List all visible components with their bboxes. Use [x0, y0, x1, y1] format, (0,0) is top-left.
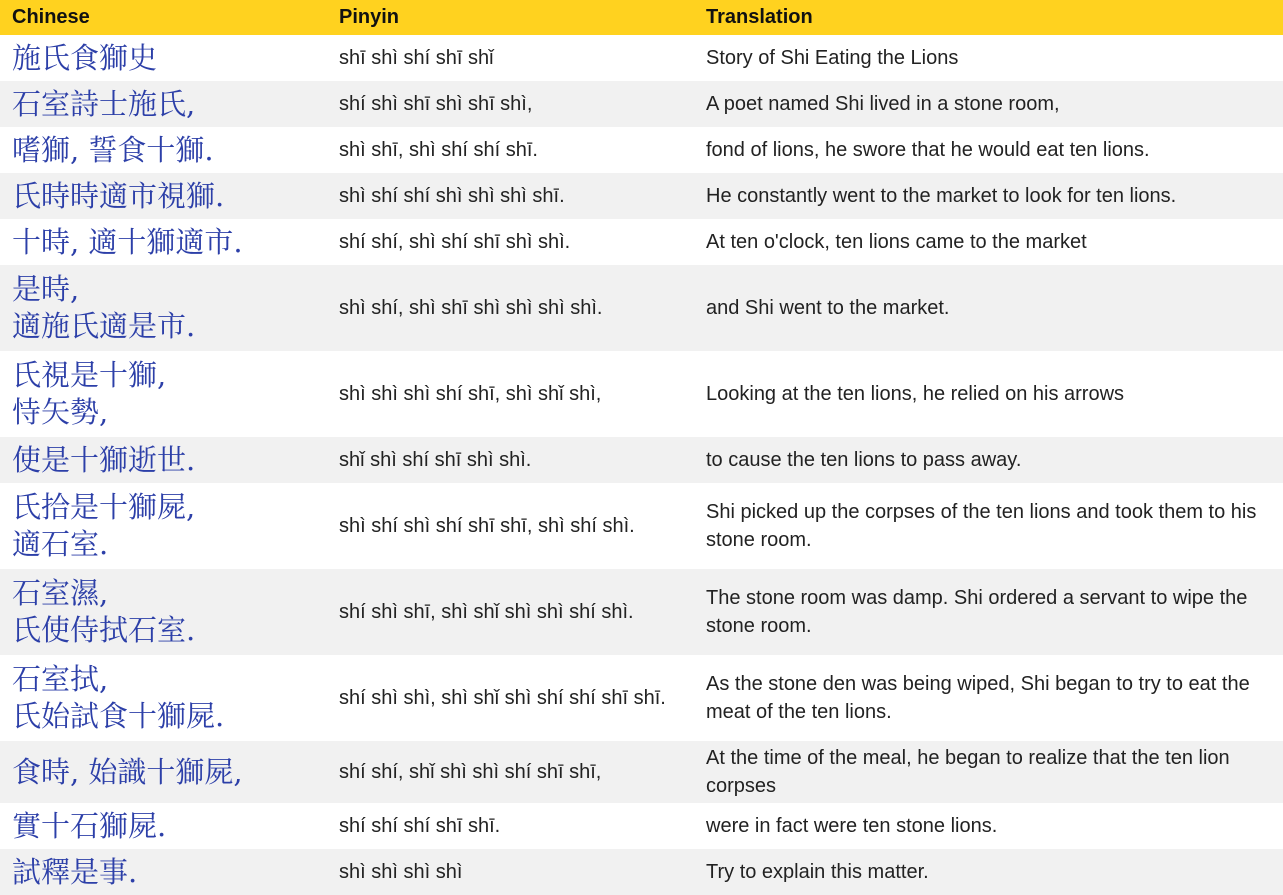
chinese-cell: 氏拾是十獅屍, 適石室. — [12, 490, 196, 561]
chinese-cell: 施氏食獅史 — [12, 40, 158, 75]
chinese-cell: 石室詩士施氏, — [12, 86, 196, 121]
translation-cell: Try to explain this matter. — [706, 861, 929, 883]
chinese-cell: 是時, 適施氏適是市. — [12, 272, 196, 343]
chinese-cell: 石室拭, 氏始試食十獅屍. — [12, 662, 225, 733]
table-row — [0, 35, 1283, 81]
translation-cell: Shi picked up the corpses of the ten lions and took them to his stone room. — [706, 501, 1257, 551]
chinese-cell: 氏時時適市視獅. — [12, 178, 225, 213]
translation-cell: to cause the ten lions to pass away. — [706, 449, 1022, 471]
pinyin-cell: shì shí, shì shī shì shì shì shì. — [339, 297, 603, 319]
table-row — [0, 741, 1283, 803]
translation-cell: At the time of the meal, he began to realize that the ten lion corpses — [706, 747, 1230, 797]
pinyin-cell: shí shí shí shī shī. — [339, 815, 501, 837]
translation-cell: At ten o'clock, ten lions came to the market — [706, 231, 1087, 253]
translation-cell: He constantly went to the market to look for ten lions. — [706, 185, 1177, 207]
chinese-cell: 嗜獅, 誓食十獅. — [12, 132, 214, 167]
chinese-cell: 使是十獅逝世. — [12, 442, 196, 477]
pinyin-cell: shǐ shì shí shī shì shì. — [339, 449, 532, 471]
pinyin-cell: shí shí, shǐ shì shì shí shī shī, — [339, 761, 602, 783]
table-row — [0, 849, 1283, 895]
pinyin-cell: shì shì shì shí shī, shì shǐ shì, — [339, 383, 602, 405]
table-body — [0, 35, 1283, 895]
table-row — [0, 803, 1283, 849]
header-pinyin: Pinyin — [339, 6, 400, 28]
translation-cell: Story of Shi Eating the Lions — [706, 47, 959, 69]
chinese-cell: 氏視是十獅, 恃矢勢, — [12, 358, 167, 429]
table-row — [0, 437, 1283, 483]
pinyin-cell: shí shí, shì shí shī shì shì. — [339, 231, 571, 253]
pinyin-cell: shí shì shī shì shī shì, — [339, 93, 533, 115]
pinyin-cell: shì shì shì shì — [339, 861, 463, 883]
translation-cell: fond of lions, he swore that he would eat ten lions. — [706, 139, 1150, 161]
table-row — [0, 483, 1283, 569]
table-row — [0, 569, 1283, 655]
header-chinese: Chinese — [12, 6, 90, 28]
table-row — [0, 265, 1283, 351]
chinese-cell: 食時, 始識十獅屍, — [12, 754, 243, 789]
translation-cell: were in fact were ten stone lions. — [706, 815, 998, 837]
chinese-cell: 十時, 適十獅適市. — [12, 224, 243, 259]
pinyin-cell: shì shī, shì shí shí shī. — [339, 139, 538, 161]
pinyin-cell: shí shì shī, shì shǐ shì shì shí shì. — [339, 601, 634, 623]
pinyin-cell: shí shì shì, shì shǐ shì shí shí shī shī. — [339, 687, 666, 709]
translation-cell: As the stone den was being wiped, Shi began to try to eat the meat of the ten lions. — [706, 673, 1250, 723]
table-header — [0, 0, 1283, 35]
table-row — [0, 655, 1283, 741]
translation-cell: The stone room was damp. Shi ordered a servant to wipe the stone room. — [706, 587, 1248, 637]
translation-cell: and Shi went to the market. — [706, 297, 950, 319]
chinese-cell: 石室濕, 氏使侍拭石室. — [12, 576, 196, 647]
pinyin-cell: shī shì shí shī shǐ — [339, 47, 494, 69]
table-row — [0, 351, 1283, 437]
chinese-cell: 試釋是事. — [12, 854, 138, 889]
table-row — [0, 81, 1283, 127]
header-row — [0, 0, 1283, 35]
table-row — [0, 173, 1283, 219]
translation-cell: Looking at the ten lions, he relied on his arrows — [706, 383, 1125, 405]
pinyin-cell: shì shí shí shì shì shì shī. — [339, 185, 565, 207]
pinyin-cell: shì shí shì shí shī shī, shì shí shì. — [339, 515, 635, 537]
header-translation: Translation — [706, 6, 813, 28]
translation-cell: A poet named Shi lived in a stone room, — [706, 93, 1060, 115]
table-row — [0, 219, 1283, 265]
chinese-cell: 實十石獅屍. — [12, 808, 167, 843]
table-row — [0, 127, 1283, 173]
